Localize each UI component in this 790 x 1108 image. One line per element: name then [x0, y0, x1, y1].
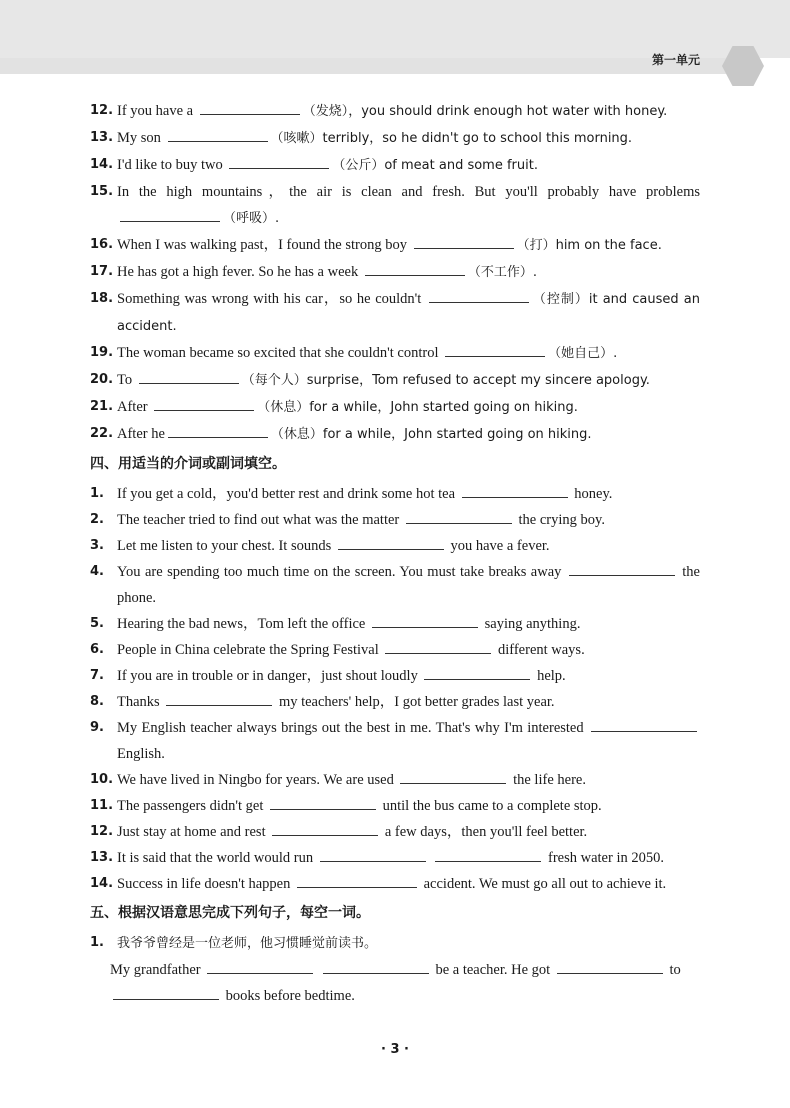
exercise-item: 9. My English teacher always brings out the best in me. That's why I'm interested English.	[90, 715, 700, 767]
answer-blank[interactable]	[569, 560, 675, 576]
answer-blank[interactable]	[445, 341, 545, 357]
worksheet-content	[90, 98, 700, 1009]
exercise-item: 5. Hearing the bad news，Tom left the office saying anything.	[90, 611, 700, 637]
answer-blank[interactable]	[435, 846, 541, 862]
answer-blank[interactable]	[462, 482, 568, 498]
answer-blank[interactable]	[229, 153, 329, 169]
answer-blank[interactable]	[372, 612, 478, 628]
answer-blank[interactable]	[557, 958, 663, 974]
exercise-item: 12. If you have a （发烧），you should drink enough hot water with honey.	[90, 98, 700, 125]
answer-blank[interactable]	[154, 395, 254, 411]
exercise-item: 6. People in China celebrate the Spring Festival different ways.	[90, 637, 700, 663]
exercise-item: 1. If you get a cold，you'd better rest and drink some hot tea honey.	[90, 481, 700, 507]
exercise-item: 3. Let me listen to your chest. It sounds you have a fever.	[90, 533, 700, 559]
translation-answer: My grandfather be a teacher. He got to books before bedtime.	[90, 957, 700, 1009]
exercise-item: 4. You are spending too much time on the screen. You must take breaks away the phone.	[90, 559, 700, 611]
unit-bar	[0, 58, 726, 74]
answer-blank[interactable]	[139, 368, 239, 384]
answer-blank[interactable]	[424, 664, 530, 680]
answer-blank[interactable]	[429, 287, 529, 303]
header-band	[0, 0, 790, 58]
answer-blank[interactable]	[297, 872, 417, 888]
answer-blank[interactable]	[200, 99, 300, 115]
section-4-title: 四、用适当的介词或副词填空。	[90, 456, 286, 472]
exercise-item: 15. In the high mountains，the air is clean and fresh. But you'll probably have problems （呼吸）.	[90, 184, 700, 226]
answer-blank[interactable]	[406, 508, 512, 524]
exercise-item: 10. We have lived in Ningbo for years. We are used the life here.	[90, 767, 700, 793]
answer-blank[interactable]	[270, 794, 376, 810]
answer-blank[interactable]	[168, 126, 268, 142]
answer-blank[interactable]	[400, 768, 506, 784]
exercise-item: 14. I'd like to buy two （公斤）of meat and some fruit.	[90, 152, 700, 179]
answer-blank[interactable]	[414, 233, 514, 249]
answer-blank[interactable]	[207, 958, 313, 974]
answer-blank[interactable]	[338, 534, 444, 550]
translation-item: 1. 我爷爷曾经是一位老师，他习惯睡觉前读书。	[90, 935, 378, 951]
exercise-item: 19. The woman became so excited that she couldn't control （她自己）.	[90, 340, 700, 367]
answer-blank[interactable]	[166, 690, 272, 706]
answer-blank[interactable]	[320, 846, 426, 862]
answer-blank[interactable]	[323, 958, 429, 974]
exercise-item: 21. After （休息）for a while，John started going on hiking.	[90, 394, 700, 421]
answer-blank[interactable]	[385, 638, 491, 654]
exercise-item: 2. The teacher tried to find out what was the matter the crying boy.	[90, 507, 700, 533]
exercise-item: 11. The passengers didn't get until the bus came to a complete stop.	[90, 793, 700, 819]
exercise-item: 13. It is said that the world would run fresh water in 2050.	[90, 845, 700, 871]
exercise-item: 12. Just stay at home and rest a few days，then you'll feel better.	[90, 819, 700, 845]
answer-blank[interactable]	[591, 716, 697, 732]
answer-blank[interactable]	[113, 984, 219, 1000]
answer-blank[interactable]	[120, 206, 220, 222]
section-5-title: 五、根据汉语意思完成下列句子，每空一词。	[90, 905, 370, 921]
page-number: · 3 ·	[381, 1042, 409, 1057]
exercise-item: 13. My son （咳嗽）terribly，so he didn't go to school this morning.	[90, 125, 700, 152]
exercise-item: 22. After he （休息）for a while，John started going on hiking.	[90, 421, 700, 448]
answer-blank[interactable]	[365, 260, 465, 276]
unit-label: 第一单元	[651, 53, 700, 67]
exercise-item: 17. He has got a high fever. So he has a week （不工作）.	[90, 259, 700, 286]
exercise-item: 16. When I was walking past，I found the strong boy （打）him on the face.	[90, 232, 700, 259]
exercise-item: 20. To （每个人）surprise，Tom refused to accept my sincere apology.	[90, 367, 700, 394]
exercise-item: 8. Thanks my teachers' help，I got better grades last year.	[90, 689, 700, 715]
answer-blank[interactable]	[168, 422, 268, 438]
exercise-item: 18. Something was wrong with his car，so he couldn't （控制）it and caused an accident.	[90, 286, 700, 340]
exercise-item: 14. Success in life doesn't happen accident. We must go all out to achieve it.	[90, 871, 700, 897]
exercise-item: 7. If you are in trouble or in danger，just shout loudly help.	[90, 663, 700, 689]
answer-blank[interactable]	[272, 820, 378, 836]
